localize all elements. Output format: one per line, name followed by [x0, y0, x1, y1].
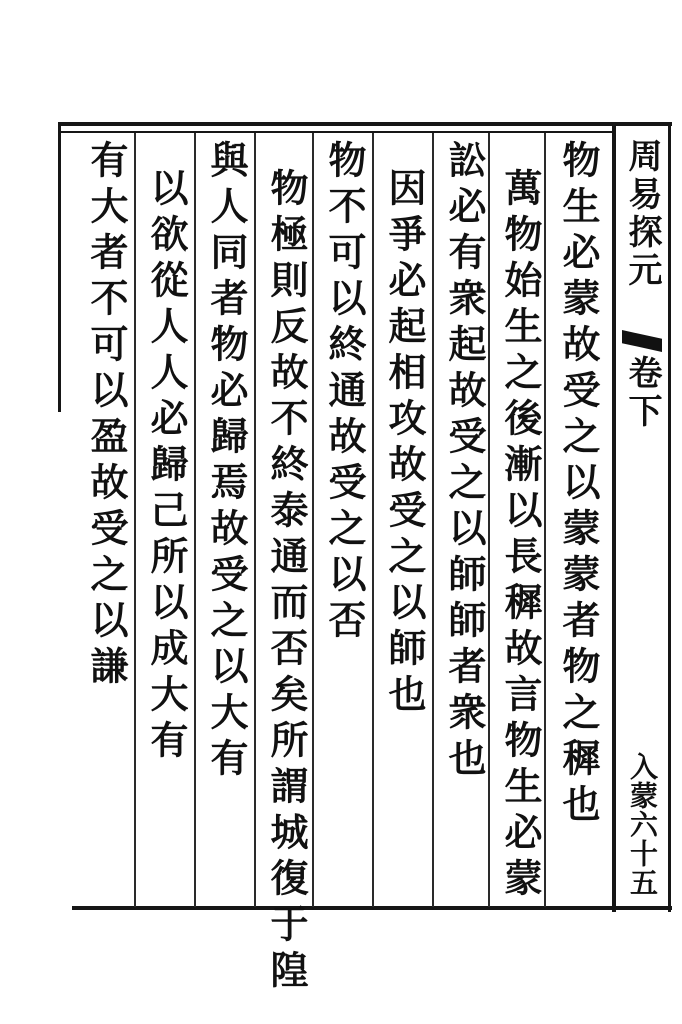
text-column-commentary: 以欲從人人必歸己所以成大有 [144, 168, 188, 766]
text-column-commentary: 萬物始生之後漸以長穉故言物生必蒙 [498, 168, 542, 904]
text-column-main: 訟必有衆起故受之以師師者衆也 [442, 140, 486, 784]
fishtail-marker-icon [622, 330, 662, 352]
margin-folio-label: 入蒙六十五 [626, 752, 659, 897]
column-divider [432, 133, 434, 907]
frame-left-rule [58, 122, 61, 412]
column-divider [254, 133, 256, 907]
column-divider [194, 133, 196, 907]
column-divider [312, 133, 314, 907]
frame-right-rule [668, 122, 671, 912]
text-column-main: 物不可以終通故受之以否 [322, 140, 366, 646]
text-column-commentary: 因爭必起相攻故受之以師也 [382, 168, 426, 720]
margin-book-title: 周易探元 [622, 138, 662, 290]
text-column-main: 與人同者物必歸焉故受之以大有 [204, 140, 248, 784]
text-column-main: 物生必蒙故受之以蒙蒙者物之穉也 [556, 140, 600, 830]
text-column-commentary: 物極則反故不終泰通而否矣所謂城復于隍 [264, 168, 308, 996]
frame-top-outer-rule [58, 122, 672, 126]
frame-top-inner-rule [58, 131, 616, 133]
text-column-main: 有大者不可以盈故受之以謙 [84, 140, 128, 692]
column-divider [134, 133, 136, 907]
column-divider [372, 133, 374, 907]
margin-volume-label: 卷下 [622, 355, 662, 431]
